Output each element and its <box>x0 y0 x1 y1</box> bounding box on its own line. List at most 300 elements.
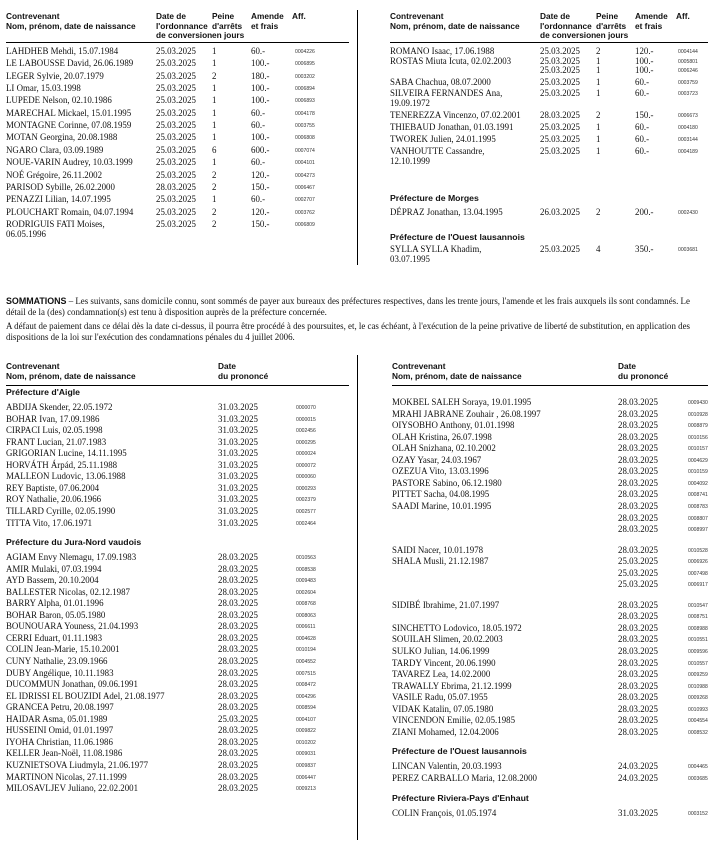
amount-value: 100.- <box>251 132 270 143</box>
header-peine: Peine d'arrêts en jours <box>596 11 629 41</box>
date-value: 31.03.2025 <box>218 494 258 505</box>
days-value: 1 <box>596 88 601 98</box>
date-value: 28.03.2025 <box>218 759 258 770</box>
case-reference: 0003685 <box>688 775 708 782</box>
date-value: 28.03.2025 <box>218 656 258 666</box>
offender-name: PLOUCHART Romain, 04.07.1994 <box>6 206 134 217</box>
offender-name: SHALA Musli, 21.12.1987 <box>392 556 489 567</box>
offender-birthdate: 03.07.1995 <box>390 254 430 264</box>
days-value: 1 <box>596 65 601 75</box>
date-value: 25.03.2025 <box>540 88 580 98</box>
offender-name: MALLEON Ludovic, 13.06.1988 <box>6 471 126 482</box>
date-value: 28.03.2025 <box>618 512 658 523</box>
case-reference: 0008063 <box>296 612 316 619</box>
date-value: 25.03.2025 <box>156 157 196 168</box>
offender-name: CIRPACI Luis, 02.05.1998 <box>6 425 103 436</box>
date-value: 28.03.2025 <box>218 586 258 597</box>
case-reference: 0006808 <box>295 135 315 142</box>
bottom-left-table <box>6 362 349 842</box>
sommations-text: – Les suivants, sans domicile connu, sont sommés de payer aux bureaux des préfectures respectives, dans les trente jours, l'amende et les frais auxquels ils sont condamnés. Le détail de la (des) condamnation(s) est tenu à disposition auprès de la préfecture concernée. <box>6 296 690 317</box>
case-reference: 0010194 <box>296 647 316 654</box>
offender-name: BALLESTER Nicolas, 02.12.1987 <box>6 586 130 597</box>
offender-name: ABDIJA Skender, 22.05.1972 <box>6 402 113 412</box>
prefecture-heading: Préfecture du Jura-Nord vaudois <box>6 537 142 548</box>
offender-name: BOUNOUARA Youness, 21.04.1993 <box>6 621 139 632</box>
offender-name: ROMANO Isaac, 17.06.1988 <box>390 46 495 56</box>
case-reference: 0000072 <box>296 462 316 469</box>
case-reference: 0009822 <box>296 728 316 735</box>
offender-name: TITTA Vito, 17.06.1971 <box>6 517 93 528</box>
offender-name: TRAWALLY Ebrima, 21.12.1999 <box>392 680 512 691</box>
offender-name: AYD Bassem, 20.10.2004 <box>6 575 99 586</box>
offender-name: NGARO Clara, 03.09.1989 <box>6 144 104 155</box>
case-reference: 0005801 <box>678 59 698 65</box>
date-value: 28.03.2025 <box>618 443 658 454</box>
case-reference: 0010557 <box>688 660 708 667</box>
case-reference: 0003723 <box>678 91 698 97</box>
offender-name: REY Baptiste, 07.06.2004 <box>6 482 100 493</box>
offender-birthdate: 06.05.1996 <box>6 228 46 239</box>
offender-name: MARTINON Nicolas, 27.11.1999 <box>6 771 127 782</box>
date-value: 28.03.2025 <box>618 489 658 500</box>
prefecture-heading: Préfecture de l'Ouest lausannois <box>390 232 525 242</box>
offender-name: NOÉ Grégoire, 26.11.2002 <box>6 169 103 180</box>
case-reference: 0004629 <box>688 457 708 464</box>
case-reference: 0009483 <box>296 578 316 585</box>
offender-name: HORVÁTH Árpád, 25.11.1988 <box>6 459 118 470</box>
date-value: 25.03.2025 <box>156 120 196 131</box>
date-value: 24.03.2025 <box>618 772 658 783</box>
case-reference: 0003202 <box>295 73 315 80</box>
date-value: 28.03.2025 <box>218 644 258 655</box>
case-reference: 0000293 <box>296 485 316 492</box>
sommations-lead: SOMMATIONS <box>6 296 67 306</box>
offender-name: DUCOMMUN Jonathan, 09.06.1991 <box>6 679 138 690</box>
date-value: 28.03.2025 <box>618 657 658 668</box>
case-reference: 0008532 <box>688 729 708 736</box>
column-divider-bottom <box>357 355 358 840</box>
date-value: 25.03.2025 <box>540 134 580 144</box>
case-reference: 0010563 <box>296 555 316 562</box>
date-value: 31.03.2025 <box>218 402 258 412</box>
case-reference: 0010156 <box>688 434 708 441</box>
amount-value: 100.- <box>635 65 654 75</box>
date-value: 28.03.2025 <box>218 621 258 632</box>
header-amende: Amende et frais <box>251 11 284 31</box>
days-value: 1 <box>212 132 217 143</box>
offender-name: NOUE-VARIN Audrey, 10.03.1999 <box>6 157 133 168</box>
offender-name: MRAHI JABRANE Zouhair , 26.08.1997 <box>392 408 541 419</box>
header-aff: Aff. <box>292 11 306 21</box>
days-value: 1 <box>212 194 217 205</box>
case-reference: 0004101 <box>295 160 315 167</box>
case-reference: 0002577 <box>296 508 316 515</box>
case-reference: 0004554 <box>688 718 708 725</box>
days-value: 1 <box>212 95 217 106</box>
date-value: 25.03.2025 <box>540 65 580 75</box>
case-reference: 0006246 <box>678 68 698 74</box>
offender-name: VINCENDON Emilie, 02.05.1985 <box>392 715 516 726</box>
case-reference: 0006895 <box>295 61 315 68</box>
case-reference: 0008783 <box>688 503 708 510</box>
case-reference: 0008741 <box>688 492 708 499</box>
days-value: 6 <box>212 144 217 155</box>
date-value: 25.03.2025 <box>540 122 580 132</box>
date-value: 24.03.2025 <box>618 761 658 772</box>
days-value: 1 <box>212 83 217 94</box>
date-value: 25.03.2025 <box>540 146 580 156</box>
date-value: 28.03.2025 <box>618 622 658 633</box>
date-value: 28.03.2025 <box>218 609 258 620</box>
offender-birthdate: 12.10.1999 <box>390 156 430 166</box>
date-value: 25.03.2025 <box>618 556 658 567</box>
offender-name: OZAY Yasar, 24.03.1967 <box>392 454 482 465</box>
offender-name: LINCAN Valentin, 20.03.1993 <box>392 761 502 772</box>
offender-name: FRANT Lucian, 21.07.1983 <box>6 436 107 447</box>
date-value: 28.03.2025 <box>618 669 658 680</box>
header-aff: Aff. <box>676 11 690 21</box>
amount-value: 60.- <box>251 120 266 131</box>
date-value: 25.03.2025 <box>156 107 196 118</box>
case-reference: 0008594 <box>296 705 316 712</box>
case-reference: 0007515 <box>296 670 316 677</box>
case-reference: 0008538 <box>296 566 316 573</box>
offender-name: CUNY Nathalie, 23.09.1966 <box>6 656 108 666</box>
date-value: 28.03.2025 <box>618 408 658 419</box>
date-value: 28.03.2025 <box>218 690 258 701</box>
amount-value: 150.- <box>635 110 654 120</box>
prefecture-heading: Préfecture Riviera-Pays d'Enhaut <box>392 792 529 803</box>
offender-birthdate: 19.09.1972 <box>390 98 430 108</box>
case-reference: 0002379 <box>296 497 316 504</box>
date-value: 28.03.2025 <box>218 771 258 782</box>
table-header <box>390 12 708 43</box>
case-reference: 0004189 <box>678 149 698 155</box>
case-reference: 0004628 <box>296 635 316 642</box>
case-reference: 0006447 <box>296 774 316 781</box>
offender-name: SAADI Marine, 10.01.1995 <box>392 500 492 511</box>
header-name: Contrevenant Nom, prénom, date de naissance <box>392 361 522 381</box>
date-value: 31.03.2025 <box>218 482 258 493</box>
case-reference: 0004552 <box>296 659 316 665</box>
date-value: 28.03.2025 <box>618 715 658 726</box>
case-reference: 0009430 <box>688 400 708 406</box>
case-reference: 0008472 <box>296 682 316 689</box>
offender-name: PENAZZI Lilian, 14.07.1995 <box>6 194 111 205</box>
days-value: 1 <box>212 46 217 56</box>
date-value: 28.03.2025 <box>218 667 258 678</box>
days-value: 1 <box>596 122 601 132</box>
date-value: 28.03.2025 <box>218 552 258 563</box>
offender-name: CERRI Eduart, 01.11.1983 <box>6 632 103 643</box>
case-reference: 0010551 <box>688 637 708 644</box>
offender-name: MONTAGNE Corinne, 07.08.1959 <box>6 120 132 131</box>
date-value: 31.03.2025 <box>218 448 258 459</box>
case-reference: 0003681 <box>678 247 698 253</box>
days-value: 2 <box>212 169 217 180</box>
offender-name: ROSTAS Miuta Icuta, 02.02.2003 <box>390 56 512 66</box>
amount-value: 150.- <box>251 181 270 192</box>
date-value: 28.03.2025 <box>618 454 658 465</box>
case-reference: 0006917 <box>688 582 708 589</box>
case-reference: 0010159 <box>688 469 708 476</box>
case-reference: 0004273 <box>295 172 315 179</box>
offender-name: PITTET Sacha, 04.08.1995 <box>392 489 490 500</box>
case-reference: 0007498 <box>688 570 708 577</box>
date-value: 28.03.2025 <box>218 725 258 736</box>
case-reference: 0009031 <box>296 751 316 758</box>
offender-name: OZEZUA Vito, 13.03.1996 <box>392 466 489 477</box>
date-value: 25.03.2025 <box>540 244 580 254</box>
date-value: 25.03.2025 <box>156 95 196 106</box>
amount-value: 150.- <box>251 218 270 229</box>
case-reference: 0010528 <box>688 547 708 554</box>
header-date-conversion: Date de l'ordonnance de conversion <box>540 11 597 41</box>
case-reference: 0006894 <box>295 86 315 93</box>
offender-name: IYOHA Christian, 11.06.1986 <box>6 736 113 747</box>
date-value: 31.03.2025 <box>218 505 258 516</box>
offender-name: AMIR Mulaki, 07.03.1994 <box>6 563 102 574</box>
offender-name: LE LABOUSSE David, 26.06.1989 <box>6 58 134 69</box>
case-reference: 0003762 <box>295 209 315 216</box>
amount-value: 60.- <box>251 194 266 205</box>
days-value: 1 <box>596 56 601 66</box>
case-reference: 0008768 <box>296 601 316 608</box>
case-reference: 0008988 <box>688 625 708 632</box>
offender-name: DÉPRAZ Jonathan, 13.04.1995 <box>390 207 503 217</box>
header-amende: Amende et frais <box>635 11 668 31</box>
days-value: 2 <box>596 207 601 217</box>
case-reference: 0002430 <box>678 210 698 216</box>
case-reference: 0000015 <box>296 416 316 423</box>
table-header <box>6 362 349 386</box>
case-reference: 0006809 <box>295 221 315 228</box>
days-value: 2 <box>212 206 217 217</box>
case-reference: 0004180 <box>678 125 698 131</box>
days-value: 2 <box>596 46 601 56</box>
amount-value: 350.- <box>635 244 654 254</box>
date-value: 25.03.2025 <box>156 70 196 81</box>
offender-name: THIEBAUD Jonathan, 01.03.1991 <box>390 122 514 132</box>
days-value: 2 <box>212 218 217 229</box>
date-value: 28.03.2025 <box>218 632 258 643</box>
case-reference: 0010993 <box>688 706 708 713</box>
days-value: 2 <box>212 70 217 81</box>
date-value: 28.03.2025 <box>218 736 258 747</box>
offender-name: SIDIBÉ Ibrahime, 21.07.1997 <box>392 599 500 610</box>
amount-value: 60.- <box>635 146 650 156</box>
header-name: Contrevenant Nom, prénom, date de naissance <box>6 361 136 381</box>
case-reference: 0004178 <box>295 110 315 117</box>
days-value: 1 <box>212 157 217 168</box>
days-value: 1 <box>596 76 601 87</box>
days-value: 2 <box>212 181 217 192</box>
case-reference: 0008751 <box>688 614 708 621</box>
date-value: 28.03.2025 <box>618 431 658 442</box>
offender-name: TILLARD Cyrille, 02.05.1990 <box>6 505 116 516</box>
offender-name: HAIDAR Asma, 05.01.1989 <box>6 713 108 724</box>
case-reference: 0002456 <box>296 428 316 435</box>
date-value: 28.03.2025 <box>218 702 258 713</box>
date-value: 25.03.2025 <box>156 206 196 217</box>
amount-value: 120.- <box>251 206 270 217</box>
date-value: 28.03.2025 <box>218 783 258 794</box>
offender-name: MOKBEL SALEH Soraya, 19.01.1995 <box>392 397 532 407</box>
date-value: 28.03.2025 <box>618 692 658 703</box>
offender-name: LI Omar, 15.03.1998 <box>6 83 81 94</box>
table-header <box>6 12 349 43</box>
date-value: 25.03.2025 <box>156 144 196 155</box>
case-reference: 0010988 <box>688 683 708 690</box>
case-reference: 0009213 <box>296 786 316 793</box>
case-reference: 0002604 <box>296 589 316 596</box>
date-value: 31.03.2025 <box>218 436 258 447</box>
amount-value: 60.- <box>635 76 650 87</box>
offender-name: PASTORE Sabino, 06.12.1980 <box>392 477 502 488</box>
amount-value: 100.- <box>635 56 654 66</box>
case-reference: 0004107 <box>296 716 316 723</box>
date-value: 28.03.2025 <box>218 563 258 574</box>
days-value: 1 <box>212 120 217 131</box>
offender-name: TENEREZZA Vincenzo, 07.02.2001 <box>390 110 521 120</box>
offender-name: BOHAR Ivan, 17.09.1986 <box>6 413 100 424</box>
case-reference: 0004226 <box>295 49 315 55</box>
amount-value: 180.- <box>251 70 270 81</box>
case-reference: 0006673 <box>678 113 698 119</box>
offender-name: VASILE Radu, 05.07.1955 <box>392 692 488 703</box>
date-value: 25.03.2025 <box>618 567 658 578</box>
date-value: 28.03.2025 <box>618 524 658 535</box>
case-reference: 0010202 <box>296 739 316 746</box>
amount-value: 60.- <box>251 157 266 168</box>
case-reference: 0010928 <box>688 411 708 418</box>
case-reference: 0010157 <box>688 446 708 453</box>
bottom-right-table <box>392 362 708 842</box>
date-value: 28.03.2025 <box>618 599 658 610</box>
date-value: 31.03.2025 <box>218 517 258 528</box>
case-reference: 0000060 <box>296 474 316 481</box>
offender-name: COLIN François, 01.05.1974 <box>392 807 497 818</box>
case-reference: 0006926 <box>688 559 708 566</box>
offender-name: LUPEDE Nelson, 02.10.1986 <box>6 95 112 106</box>
date-value: 28.03.2025 <box>218 679 258 690</box>
case-reference: 0000295 <box>296 439 316 446</box>
case-reference: 0002707 <box>295 197 315 204</box>
date-value: 28.03.2025 <box>218 575 258 586</box>
case-reference: 0004092 <box>688 480 708 487</box>
amount-value: 60.- <box>635 88 650 98</box>
offender-name: TAVAREZ Lea, 14.02.2000 <box>392 669 491 680</box>
amount-value: 60.- <box>251 46 266 56</box>
date-value: 28.03.2025 <box>618 420 658 431</box>
date-value: 28.03.2025 <box>618 634 658 645</box>
sommations-paragraph <box>6 296 706 318</box>
date-value: 25.03.2025 <box>156 169 196 180</box>
case-reference: 0000024 <box>296 451 316 458</box>
case-reference: 0004465 <box>688 764 708 771</box>
offender-name: EL IDRISSI EL BOUZIDI Adel, 21.08.1977 <box>6 690 165 701</box>
date-value: 25.03.2025 <box>156 83 196 94</box>
case-reference: 0002464 <box>296 520 316 527</box>
date-value: 28.03.2025 <box>218 748 258 759</box>
offender-name: GRANCEA Petru, 20.08.1997 <box>6 702 114 713</box>
offender-name: GRIGORIAN Lucine, 14.11.1995 <box>6 448 127 459</box>
offender-name: PEREZ CARBALLO Maria, 12.08.2000 <box>392 772 537 783</box>
days-value: 1 <box>212 58 217 69</box>
offender-name: SULKO Julian, 14.06.1999 <box>392 646 490 656</box>
amount-value: 120.- <box>251 169 270 180</box>
offender-name: LEGER Sylvie, 20.07.1979 <box>6 70 104 81</box>
offender-name: DUBY Angélique, 10.11.1983 <box>6 667 114 678</box>
days-value: 1 <box>596 134 601 144</box>
date-value: 28.03.2025 <box>618 397 658 407</box>
prefecture-heading: Préfecture de Morges <box>390 193 479 203</box>
date-value: 28.03.2025 <box>618 544 658 555</box>
amount-value: 100.- <box>251 58 270 69</box>
offender-name: BOHAR Baron, 05.05.1980 <box>6 609 106 620</box>
offender-name: MILOSAVLJEV Juliano, 22.02.2001 <box>6 783 139 794</box>
date-value: 25.03.2025 <box>156 194 196 205</box>
offender-name: AGIAM Envy Nlemagu, 17.09.1983 <box>6 552 137 563</box>
date-value: 25.03.2025 <box>540 56 580 66</box>
days-value: 4 <box>596 244 601 254</box>
date-value: 31.03.2025 <box>218 413 258 424</box>
case-reference: 0008807 <box>688 515 708 522</box>
case-reference: 0009596 <box>688 649 708 655</box>
date-value: 28.03.2025 <box>618 611 658 622</box>
date-value: 28.03.2025 <box>618 703 658 714</box>
payment-notice-paragraph: A défaut de paiement dans ce délai dès la date ci-dessus, il pourra être procédé à des poursuites, et, le cas échéant, à l'exécution de la peine privative de liberté de substitution, en application des dispositions de la loi sur l'exécution des condamnations pénales du 4 juillet 2006. <box>6 321 690 342</box>
days-value: 1 <box>596 146 601 156</box>
offender-name: LAHDHEB Mehdi, 15.07.1984 <box>6 46 119 56</box>
offender-name: VANHOUTTE Cassandre, <box>390 146 485 156</box>
header-name: Contrevenant Nom, prénom, date de naissance <box>390 11 520 31</box>
date-value: 31.03.2025 <box>218 471 258 482</box>
table-header <box>392 362 708 386</box>
date-value: 31.03.2025 <box>618 807 658 818</box>
offender-name: TWOREK Julien, 24.01.1995 <box>390 134 496 144</box>
case-reference: 0006467 <box>295 184 315 191</box>
offender-name: VIDAK Katalin, 07.05.1980 <box>392 703 494 714</box>
offender-name: PARISOD Sybille, 26.02.2000 <box>6 181 115 192</box>
date-value: 26.03.2025 <box>540 207 580 217</box>
offender-name: SYLLA SYLLA Khadim, <box>390 244 482 254</box>
date-value: 28.03.2025 <box>618 500 658 511</box>
case-reference: 0003152 <box>688 810 708 817</box>
date-value: 28.03.2025 <box>618 726 658 737</box>
date-value: 31.03.2025 <box>218 425 258 436</box>
offender-name: SABA Chachua, 08.07.2000 <box>390 76 491 87</box>
date-value: 28.03.2025 <box>618 466 658 477</box>
amount-value: 60.- <box>635 134 650 144</box>
date-value: 28.03.2025 <box>156 181 196 192</box>
date-value: 25.03.2025 <box>156 46 196 56</box>
header-date-conversion: Date de l'ordonnance de conversion <box>156 11 213 41</box>
date-value: 25.03.2025 <box>218 713 258 724</box>
prefecture-heading: Préfecture d'Aigle <box>6 387 81 397</box>
offender-name: MOTAN Georgina, 20.08.1988 <box>6 132 118 143</box>
offender-name: TARDY Vincent, 20.06.1990 <box>392 657 496 668</box>
offender-name: KUZNIETSOVA Liudmyla, 21.06.1977 <box>6 759 149 770</box>
days-value: 2 <box>596 110 601 120</box>
case-reference: 0009837 <box>296 762 316 769</box>
case-reference: 0004296 <box>296 693 316 700</box>
amount-value: 600.- <box>251 144 270 155</box>
header-date-prononce: Date du prononcé <box>618 361 669 381</box>
date-value: 25.03.2025 <box>540 46 580 56</box>
case-reference: 0008879 <box>688 423 708 430</box>
offender-name: COLIN Jean-Marie, 15.10.2001 <box>6 644 120 655</box>
